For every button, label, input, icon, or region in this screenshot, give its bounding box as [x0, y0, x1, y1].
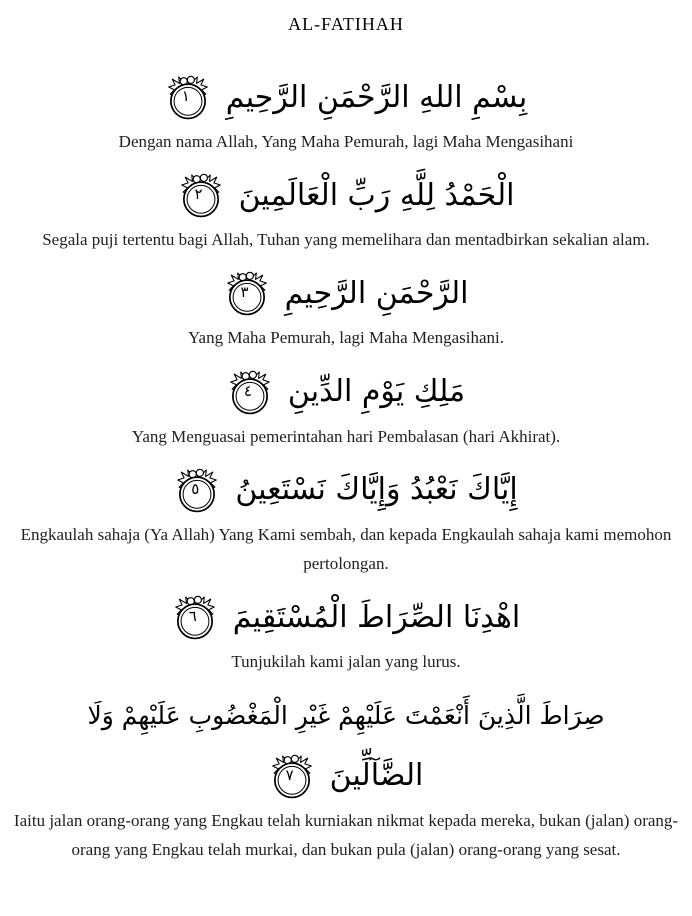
- verse-translation: Yang Menguasai pemerintahan hari Pembalasan (hari Akhirat).: [131, 426, 561, 446]
- arabic-text: صِرَاطَ الَّذِينَ أَنْعَمْتَ عَلَيْهِمْ غَيْرِ الْمَغْضُوبِ عَلَيْهِمْ وَلَا: [87, 700, 605, 730]
- verse-number: ٢: [194, 185, 203, 204]
- verse-number-medallion: [224, 268, 270, 318]
- verse-number-medallion: [178, 170, 224, 220]
- arabic-text: بِسْمِ اللهِ الرَّحْمَنِ الرَّحِيمِ: [225, 79, 528, 115]
- verse-arabic: [10, 167, 682, 223]
- verse-number: ١: [181, 87, 190, 105]
- verse-arabic: [10, 69, 682, 125]
- verse-arabic-line: [10, 69, 682, 125]
- arabic-text: الرَّحْمَنِ الرَّحِيمِ: [284, 275, 469, 311]
- verse-number: ٦: [188, 607, 197, 626]
- verse-block: [10, 462, 682, 578]
- arabic-text: اهْدِنَا الصِّرَاطَ الْمُسْتَقِيمَ: [232, 599, 521, 635]
- verse-translation: Dengan nama Allah, Yang Maha Pemurah, lagi Maha Mengasihani: [118, 132, 574, 151]
- verse-arabic-line: [10, 688, 682, 744]
- verse-number: ٤: [243, 381, 252, 400]
- verse-translation: Engkaulah sahaja (Ya Allah) Yang Kami sembah, dan kepada Engkaulah sahaja kami memohon pertolongan.: [20, 524, 672, 574]
- verse-arabic-line: [10, 167, 682, 223]
- verse-number: ٣: [240, 283, 249, 302]
- verse-number-medallion: [165, 72, 211, 122]
- verse-translation: Iaitu jalan orang-orang yang Engkau telah kurniakan nikmat kepada mereka, bukan (jalan) orang-orang yang Engkau telah murkai, dan bukan pula (jalan) orang-orang yang sesat.: [13, 810, 679, 859]
- verse-number: ٥: [191, 479, 200, 498]
- verse-arabic: [10, 462, 682, 518]
- verse-number: ٧: [285, 765, 294, 784]
- verse-translation: Tunjukilah kami jalan yang lurus.: [231, 652, 461, 672]
- arabic-text: إِيَّاكَ نَعْبُدُ وَإِيَّاكَ نَسْتَعِينُ: [235, 472, 518, 508]
- verse-translation: Yang Maha Pemurah, lagi Maha Mengasihani.: [187, 328, 505, 348]
- verse-block: [10, 69, 682, 156]
- verse-arabic-line: [10, 265, 682, 321]
- verse-arabic: [10, 265, 682, 321]
- arabic-text: الضَّآلِّينَ: [329, 758, 424, 794]
- verse-arabic-line: [10, 589, 682, 645]
- arabic-text: مَلِكِ يَوْمِ الدِّينِ: [287, 374, 466, 410]
- arabic-text: الْحَمْدُ لِلَّهِ رَبِّ الْعَالَمِينَ: [238, 177, 515, 213]
- verse-block: [10, 688, 682, 864]
- verse-block: [10, 265, 682, 352]
- page-title: AL-FATIHAH: [288, 14, 404, 34]
- verse-translation: Segala puji tertentu bagi Allah, Tuhan yang memelihara dan mentadbirkan sekalian alam.: [42, 230, 650, 250]
- verse-arabic: [10, 589, 682, 645]
- verse-block: [10, 589, 682, 676]
- verse-number-medallion: [227, 367, 273, 417]
- verse-arabic-line: [10, 364, 682, 420]
- verse-arabic: [10, 688, 682, 804]
- verse-arabic-line: [10, 462, 682, 518]
- verse-block: [10, 167, 682, 254]
- verses: [10, 69, 682, 864]
- verse-arabic-line: [10, 748, 682, 804]
- verse-block: [10, 364, 682, 451]
- verse-number-medallion: [269, 751, 315, 801]
- verse-arabic: [10, 364, 682, 420]
- verse-number-medallion: [172, 592, 218, 642]
- verse-number-medallion: [174, 465, 220, 515]
